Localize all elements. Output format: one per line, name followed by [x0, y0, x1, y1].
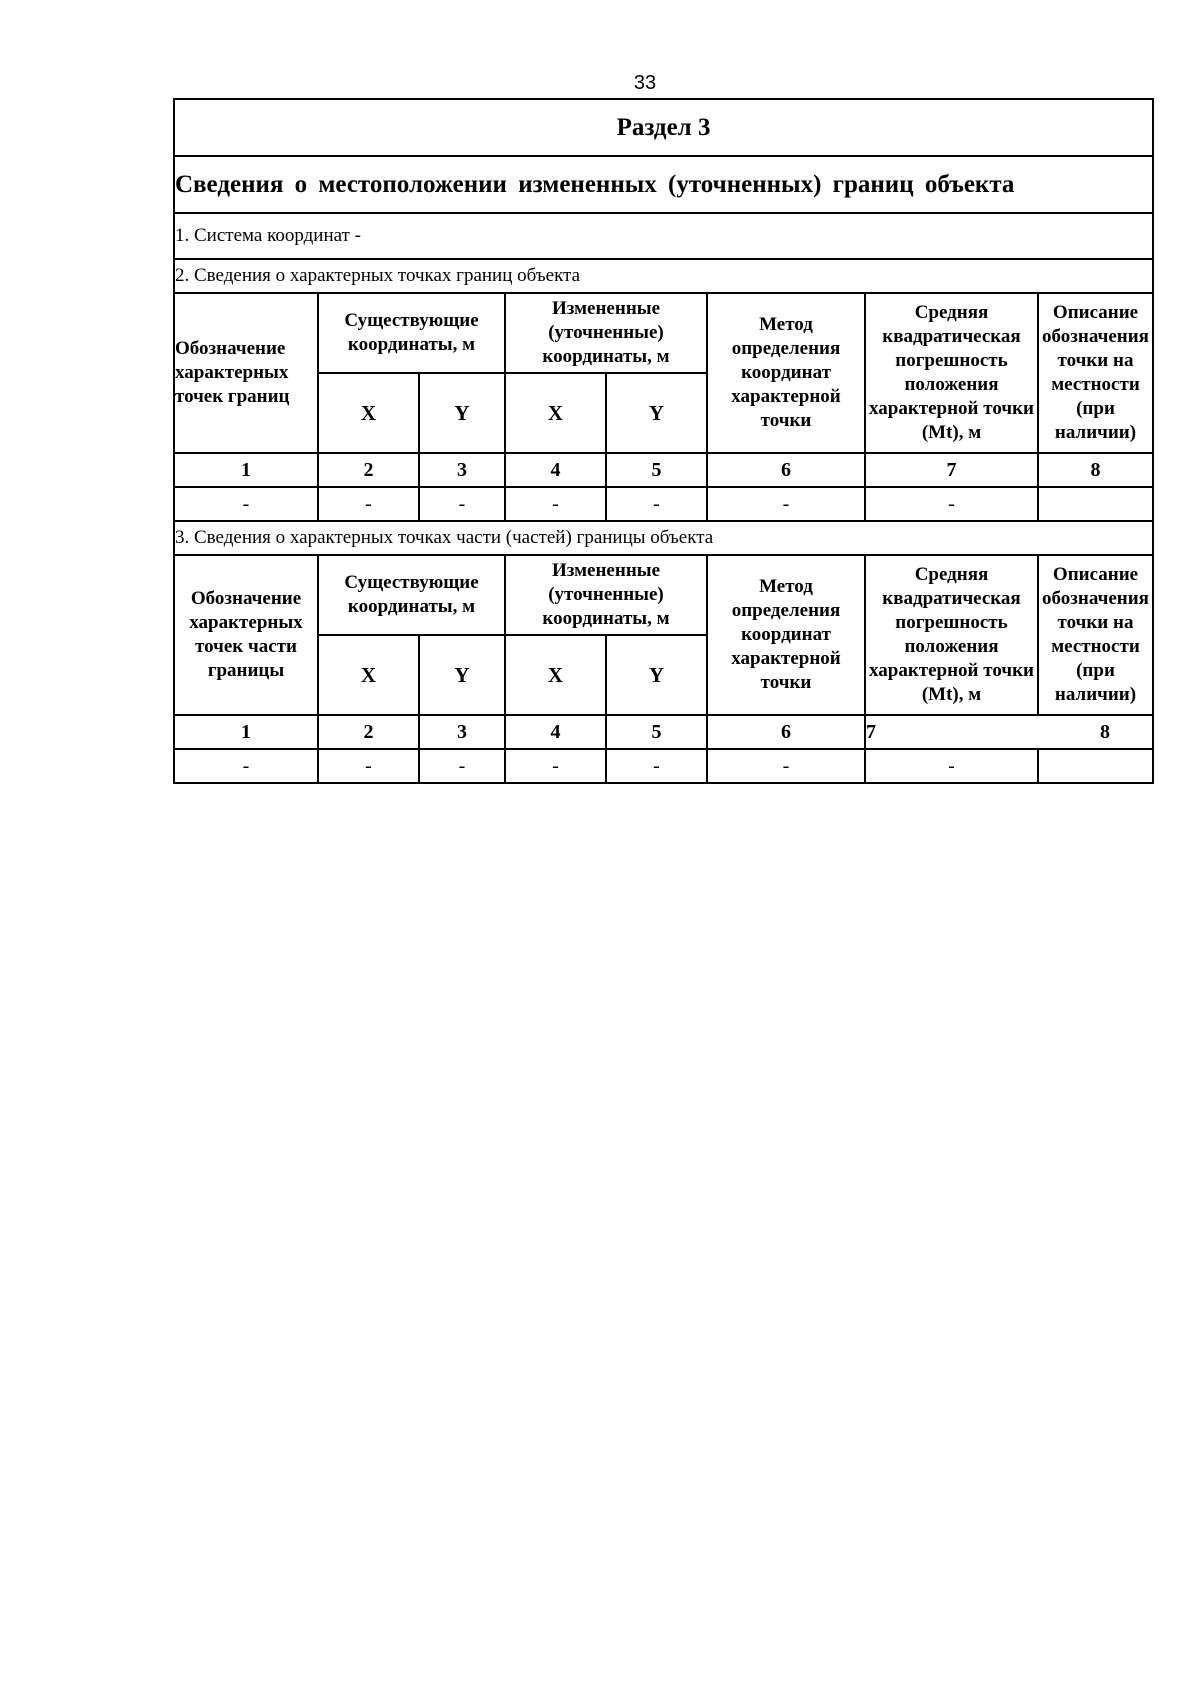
table2-cell: - [419, 749, 505, 783]
table1-col-number: 4 [505, 453, 606, 487]
table1-col-number: 8 [1038, 453, 1153, 487]
table2-cell: - [505, 749, 606, 783]
table2-col-number: 8 [1100, 720, 1111, 743]
table2-cell: - [865, 749, 1038, 783]
table1-cell: - [865, 487, 1038, 521]
table2-col-number: 1 [174, 715, 318, 749]
table1-cell: - [707, 487, 865, 521]
table1-header-designation: Обозначение характерных точек границ [174, 293, 318, 453]
table1-header-error: Средняя квадратическая погрешность положения характерной точки (Mt), м [865, 293, 1038, 453]
table2-header-method: Метод определения координат характерной точки [707, 555, 865, 715]
table1-cell: - [318, 487, 419, 521]
table1-col-number: 6 [707, 453, 865, 487]
table1-col-number: 2 [318, 453, 419, 487]
table2-cell: - [174, 749, 318, 783]
table1-header-method: Метод определения координат характерной точки [707, 293, 865, 453]
table2-col-number-merged [865, 715, 1153, 749]
table2-col-number: 6 [707, 715, 865, 749]
table1-header-changed-y: Y [606, 373, 707, 453]
table2-col-number: 5 [606, 715, 707, 749]
table2-header-designation: Обозначение характерных точек части границы [174, 555, 318, 715]
table1-cell: - [174, 487, 318, 521]
table1-col-number: 3 [419, 453, 505, 487]
table2-header-existing-y: Y [419, 635, 505, 715]
table1-header-changed: Измененные (уточненные) координаты, м [505, 293, 707, 373]
table2-cell [1038, 749, 1153, 783]
table1-col-number: 7 [865, 453, 1038, 487]
table2-header-changed-y: Y [606, 635, 707, 715]
section-subtitle: Сведения о местоположении измененных (уточненных) границ объекта [174, 156, 1153, 213]
table2-col-number: 3 [419, 715, 505, 749]
table1-cell: - [505, 487, 606, 521]
table2-col-number: 2 [318, 715, 419, 749]
table2-header-existing: Существующие координаты, м [318, 555, 505, 635]
table1-header-changed-x: X [505, 373, 606, 453]
section-title: Раздел 3 [174, 99, 1153, 156]
table2-cell: - [707, 749, 865, 783]
table1-col-number: 1 [174, 453, 318, 487]
table2-caption: 3. Сведения о характерных точках части (частей) границы объекта [174, 521, 1153, 555]
table2-header-description: Описание обозначения точки на местности (при наличии) [1038, 555, 1153, 715]
table2-header-error: Средняя квадратическая погрешность положения характерной точки (Mt), м [865, 555, 1038, 715]
table2-cell: - [606, 749, 707, 783]
table2-header-changed-x: X [505, 635, 606, 715]
table1-header-existing-y: Y [419, 373, 505, 453]
table1-header-existing: Существующие координаты, м [318, 293, 505, 373]
table2-header-changed: Измененные (уточненные) координаты, м [505, 555, 707, 635]
table2-header-existing-x: X [318, 635, 419, 715]
section-3-table [173, 98, 1154, 784]
page-number: 33 [633, 72, 657, 94]
table2-cell: - [318, 749, 419, 783]
table1-cell: - [606, 487, 707, 521]
table-row [174, 487, 1153, 521]
table1-cell: - [419, 487, 505, 521]
table1-header-existing-x: X [318, 373, 419, 453]
table1-caption: 2. Сведения о характерных точках границ объекта [174, 259, 1153, 293]
table2-col-number: 7 [866, 720, 876, 743]
coordinate-system-row: 1. Система координат - [174, 213, 1153, 259]
table1-header-description: Описание обозначения точки на местности (при наличии) [1038, 293, 1153, 453]
table-row [174, 749, 1153, 783]
table1-cell [1038, 487, 1153, 521]
table2-col-number: 4 [505, 715, 606, 749]
table1-col-number: 5 [606, 453, 707, 487]
